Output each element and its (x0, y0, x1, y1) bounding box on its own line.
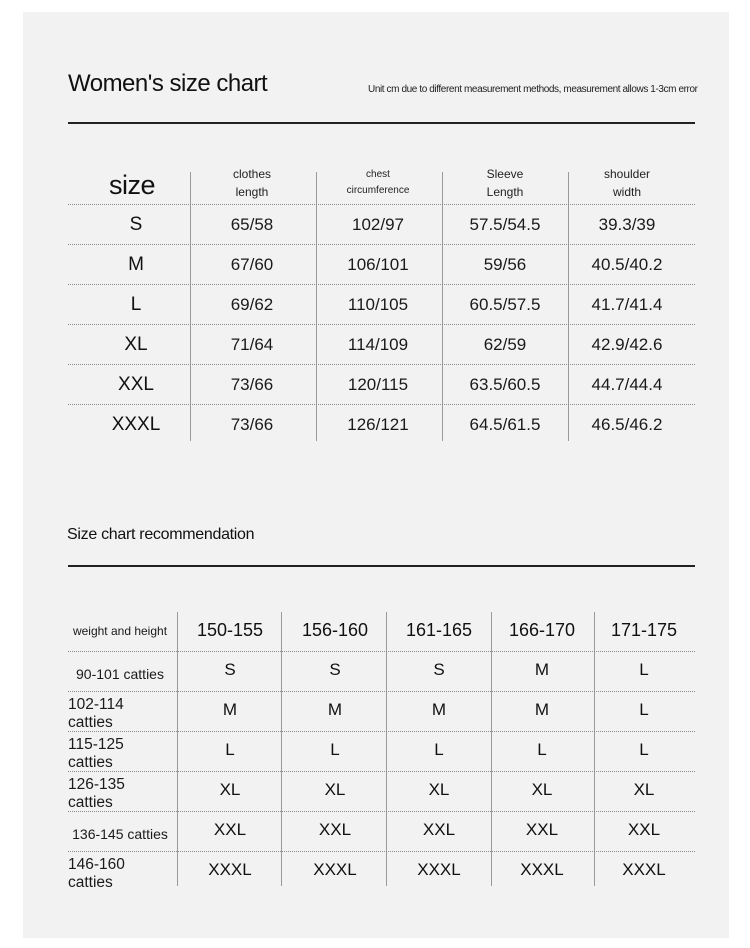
recommended-size: XXL (627, 820, 661, 839)
recommended-size: XXL (318, 820, 352, 839)
table-row (68, 245, 695, 285)
recommended-size: XL (219, 780, 241, 799)
recommended-size: S (224, 660, 236, 679)
recommended-size: L (434, 740, 444, 759)
measurement-value: 57.5/54.5 (469, 215, 541, 234)
measurement-value: 71/64 (230, 335, 274, 354)
measurement-value: 42.9/42.6 (591, 335, 663, 354)
table-row (68, 772, 695, 812)
recommended-size: L (330, 740, 340, 759)
weight-label: 136-145 catties (72, 826, 168, 842)
measurement-value: 60.5/57.5 (469, 295, 541, 314)
weight-label: 90-101 catties (76, 666, 164, 682)
column-header-line1: chest (366, 169, 390, 180)
height-column-header: 150-155 (196, 619, 264, 640)
measurement-value: 114/109 (347, 335, 409, 354)
recommended-size: XXXL (208, 860, 252, 879)
weight-label: 126-135 catties (68, 776, 125, 811)
column-header-line2: width (612, 185, 641, 199)
column-header (197, 165, 307, 201)
size-label: XL (124, 334, 148, 355)
recommended-size: XL (428, 780, 450, 799)
column-header-size: size (108, 170, 155, 200)
table-row (68, 285, 695, 325)
column-header (450, 165, 560, 201)
measurement-value: 126/121 (347, 415, 409, 434)
corner-label: weight and height (72, 624, 168, 638)
recommended-size: L (639, 740, 649, 759)
recommended-size: XXL (525, 820, 559, 839)
size-label: XXL (118, 374, 154, 395)
measurement-value: 67/60 (230, 255, 274, 274)
recommended-size: XL (531, 780, 553, 799)
measurement-note: Unit cm due to different measurement methods, measurement allows 1-3cm error (368, 84, 698, 95)
measurement-value: 41.7/41.4 (591, 295, 663, 314)
recommended-size: XXXL (622, 860, 666, 879)
measurement-value: 73/66 (230, 415, 274, 434)
recommended-size: XXL (422, 820, 456, 839)
recommended-size: M (222, 700, 238, 719)
table-row (68, 205, 695, 245)
table-row (68, 365, 695, 405)
measurement-value: 64.5/61.5 (469, 415, 541, 434)
measurement-value: 102/97 (352, 215, 404, 234)
weight-label: 115-125 catties (68, 736, 124, 771)
height-column-header: 166-170 (508, 619, 576, 640)
page-title: Women's size chart (68, 70, 268, 97)
table-row (68, 812, 695, 852)
measurement-value: 44.7/44.4 (591, 375, 663, 394)
recommended-size: XXXL (313, 860, 357, 879)
measurement-value: 73/66 (230, 375, 274, 394)
measurement-value: 63.5/60.5 (469, 375, 541, 394)
table-row (68, 732, 695, 772)
recommended-size: M (534, 700, 550, 719)
table-row (68, 325, 695, 365)
recommended-size: L (639, 700, 649, 719)
recommended-size: XL (324, 780, 346, 799)
recommended-size: S (433, 660, 445, 679)
measurement-value: 46.5/46.2 (591, 415, 663, 434)
height-column-header: 171-175 (610, 619, 678, 640)
recommended-size: XXXL (417, 860, 461, 879)
column-header-line1: clothes (232, 167, 272, 181)
measurement-value: 106/101 (347, 255, 409, 274)
recommendation-title: Size chart recommendation (67, 526, 255, 543)
column-header-line1: shoulder (603, 167, 651, 181)
recommendation-divider (68, 565, 695, 567)
weight-label: 102-114 catties (68, 696, 124, 731)
table-row (68, 405, 695, 445)
size-label: L (130, 294, 142, 315)
recommended-size: S (329, 660, 341, 679)
measurement-value: 110/105 (347, 295, 409, 314)
recommended-size: XXXL (520, 860, 564, 879)
weight-label: 146-160 catties (68, 856, 125, 891)
column-header-line2: Length (486, 185, 524, 199)
recommended-size: M (327, 700, 343, 719)
measurement-value: 69/62 (230, 295, 274, 314)
measurement-value: 40.5/40.2 (591, 255, 663, 274)
recommended-size: XL (633, 780, 655, 799)
recommended-size: L (639, 660, 649, 679)
column-header (323, 167, 433, 199)
column-header-line2: length (235, 185, 269, 199)
height-column-header: 161-165 (405, 619, 473, 640)
column-header (572, 165, 682, 201)
measurement-value: 62/59 (483, 335, 527, 354)
size-label: M (128, 254, 144, 275)
title-divider (68, 122, 695, 124)
table-row (68, 692, 695, 732)
height-column-header: 156-160 (301, 619, 369, 640)
recommended-size: L (225, 740, 235, 759)
measurement-value: 120/115 (347, 375, 409, 394)
table-row (68, 852, 695, 892)
column-header-line2: circumference (346, 185, 410, 196)
recommended-size: XXL (213, 820, 247, 839)
table-row (68, 652, 695, 692)
measurement-value: 39.3/39 (598, 215, 656, 234)
recommended-size: M (431, 700, 447, 719)
recommended-size: M (534, 660, 550, 679)
size-label: S (129, 214, 143, 235)
size-label: XXXL (111, 414, 161, 435)
measurement-value: 59/56 (483, 255, 527, 274)
measurement-value: 65/58 (230, 215, 274, 234)
column-header-line1: Sleeve (486, 167, 524, 181)
recommended-size: L (537, 740, 547, 759)
